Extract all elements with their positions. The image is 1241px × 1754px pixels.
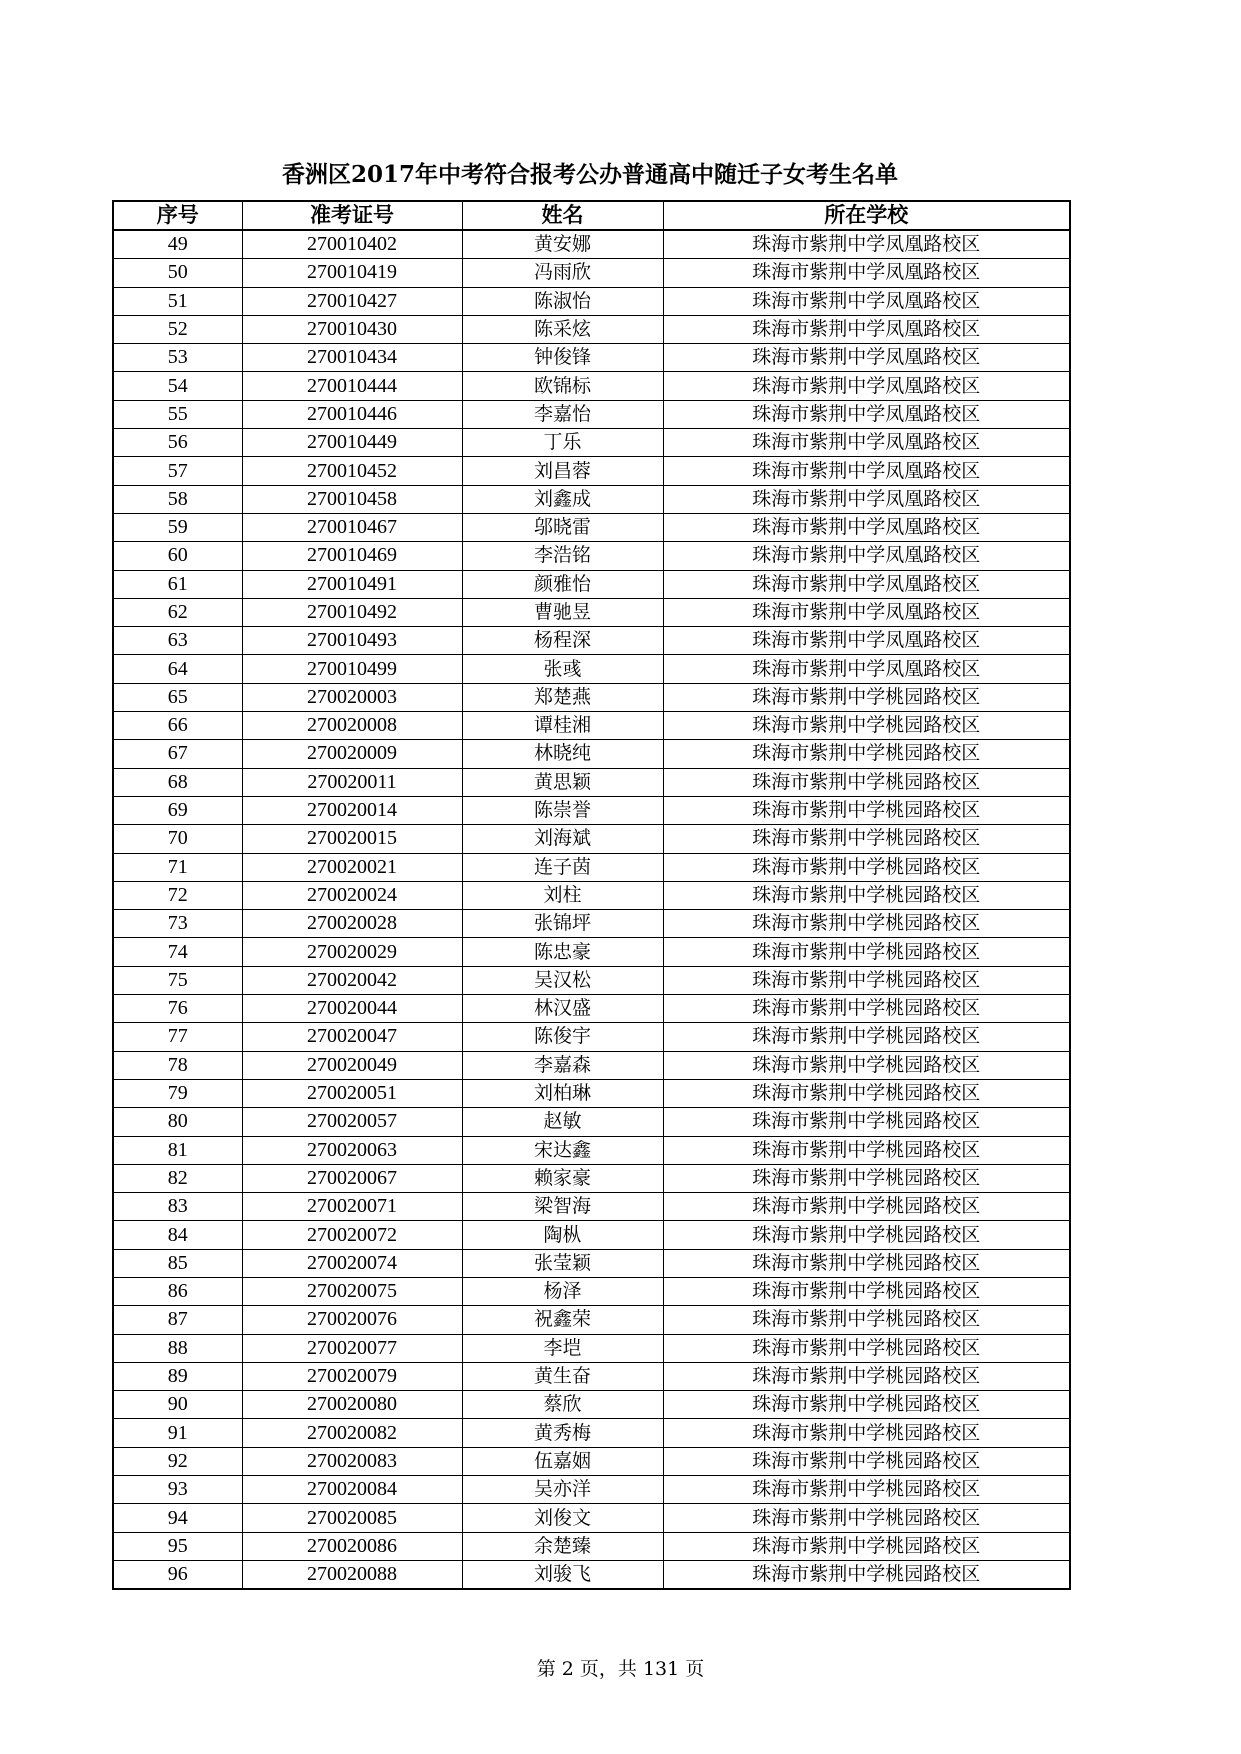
table-row bbox=[113, 1249, 1070, 1277]
cell-school: 珠海市紫荆中学桃园路校区 bbox=[663, 1476, 1070, 1504]
cell-school: 珠海市紫荆中学桃园路校区 bbox=[663, 1023, 1070, 1051]
cell-exam-id: 270010419 bbox=[242, 259, 462, 287]
cell-school: 珠海市紫荆中学桃园路校区 bbox=[663, 1193, 1070, 1221]
table-row bbox=[113, 344, 1070, 372]
cell-school: 珠海市紫荆中学桃园路校区 bbox=[663, 1221, 1070, 1249]
cell-seq: 75 bbox=[113, 966, 242, 994]
cell-name: 刘昌蓉 bbox=[462, 457, 663, 485]
cell-name: 黄生奋 bbox=[462, 1362, 663, 1390]
cell-school: 珠海市紫荆中学桃园路校区 bbox=[663, 1334, 1070, 1362]
table-row bbox=[113, 1560, 1070, 1589]
cell-seq: 77 bbox=[113, 1023, 242, 1051]
cell-school: 珠海市紫荆中学桃园路校区 bbox=[663, 683, 1070, 711]
cell-school: 珠海市紫荆中学桃园路校区 bbox=[663, 1079, 1070, 1107]
table-header bbox=[113, 201, 1070, 230]
cell-name: 冯雨欣 bbox=[462, 259, 663, 287]
cell-exam-id: 270010469 bbox=[242, 542, 462, 570]
cell-school: 珠海市紫荆中学凤凰路校区 bbox=[663, 627, 1070, 655]
cell-name: 郑楚燕 bbox=[462, 683, 663, 711]
cell-name: 李嘉怡 bbox=[462, 400, 663, 428]
cell-exam-id: 270020009 bbox=[242, 740, 462, 768]
cell-exam-id: 270020083 bbox=[242, 1447, 462, 1475]
table-row bbox=[113, 1306, 1070, 1334]
table-row bbox=[113, 712, 1070, 740]
cell-exam-id: 270010434 bbox=[242, 344, 462, 372]
cell-name: 丁乐 bbox=[462, 429, 663, 457]
cell-name: 张彧 bbox=[462, 655, 663, 683]
cell-school: 珠海市紫荆中学桃园路校区 bbox=[663, 853, 1070, 881]
cell-name: 曹驰昱 bbox=[462, 598, 663, 626]
cell-name: 赵敏 bbox=[462, 1108, 663, 1136]
student-roster-table bbox=[112, 200, 1071, 1590]
cell-exam-id: 270020011 bbox=[242, 768, 462, 796]
cell-seq: 86 bbox=[113, 1277, 242, 1305]
cell-school: 珠海市紫荆中学凤凰路校区 bbox=[663, 655, 1070, 683]
cell-exam-id: 270020029 bbox=[242, 938, 462, 966]
table-row bbox=[113, 315, 1070, 343]
cell-name: 林晓纯 bbox=[462, 740, 663, 768]
cell-seq: 83 bbox=[113, 1193, 242, 1221]
cell-school: 珠海市紫荆中学桃园路校区 bbox=[663, 1306, 1070, 1334]
cell-name: 杨程深 bbox=[462, 627, 663, 655]
cell-exam-id: 270020042 bbox=[242, 966, 462, 994]
table-row bbox=[113, 853, 1070, 881]
cell-seq: 57 bbox=[113, 457, 242, 485]
table-row bbox=[113, 598, 1070, 626]
cell-seq: 81 bbox=[113, 1136, 242, 1164]
cell-exam-id: 270020028 bbox=[242, 910, 462, 938]
cell-name: 张锦坪 bbox=[462, 910, 663, 938]
cell-seq: 56 bbox=[113, 429, 242, 457]
column-header-seq: 序号 bbox=[113, 201, 242, 230]
table-row bbox=[113, 1023, 1070, 1051]
cell-exam-id: 270010493 bbox=[242, 627, 462, 655]
cell-name: 吴汉松 bbox=[462, 966, 663, 994]
cell-exam-id: 270020074 bbox=[242, 1249, 462, 1277]
cell-seq: 88 bbox=[113, 1334, 242, 1362]
cell-name: 陈忠豪 bbox=[462, 938, 663, 966]
cell-seq: 59 bbox=[113, 513, 242, 541]
cell-school: 珠海市紫荆中学凤凰路校区 bbox=[663, 400, 1070, 428]
cell-exam-id: 270020077 bbox=[242, 1334, 462, 1362]
cell-exam-id: 270020003 bbox=[242, 683, 462, 711]
cell-name: 陈崇誉 bbox=[462, 796, 663, 824]
cell-name: 李垲 bbox=[462, 1334, 663, 1362]
table-row bbox=[113, 570, 1070, 598]
cell-school: 珠海市紫荆中学凤凰路校区 bbox=[663, 315, 1070, 343]
cell-seq: 91 bbox=[113, 1419, 242, 1447]
table-row bbox=[113, 457, 1070, 485]
cell-school: 珠海市紫荆中学凤凰路校区 bbox=[663, 259, 1070, 287]
cell-exam-id: 270020063 bbox=[242, 1136, 462, 1164]
cell-exam-id: 270020071 bbox=[242, 1193, 462, 1221]
cell-exam-id: 270010492 bbox=[242, 598, 462, 626]
cell-name: 邬晓雷 bbox=[462, 513, 663, 541]
table-row bbox=[113, 1051, 1070, 1079]
cell-exam-id: 270020067 bbox=[242, 1164, 462, 1192]
cell-name: 祝鑫荣 bbox=[462, 1306, 663, 1334]
cell-exam-id: 270010444 bbox=[242, 372, 462, 400]
cell-seq: 51 bbox=[113, 287, 242, 315]
cell-exam-id: 270020024 bbox=[242, 881, 462, 909]
table-row bbox=[113, 230, 1070, 259]
cell-seq: 82 bbox=[113, 1164, 242, 1192]
table-row bbox=[113, 1391, 1070, 1419]
cell-exam-id: 270020044 bbox=[242, 995, 462, 1023]
cell-seq: 80 bbox=[113, 1108, 242, 1136]
table-row bbox=[113, 542, 1070, 570]
cell-school: 珠海市紫荆中学桃园路校区 bbox=[663, 740, 1070, 768]
cell-seq: 85 bbox=[113, 1249, 242, 1277]
cell-school: 珠海市紫荆中学凤凰路校区 bbox=[663, 287, 1070, 315]
table-row bbox=[113, 513, 1070, 541]
table-row bbox=[113, 740, 1070, 768]
cell-name: 谭桂湘 bbox=[462, 712, 663, 740]
cell-name: 连子茵 bbox=[462, 853, 663, 881]
cell-seq: 93 bbox=[113, 1476, 242, 1504]
cell-school: 珠海市紫荆中学桃园路校区 bbox=[663, 938, 1070, 966]
cell-exam-id: 270020088 bbox=[242, 1560, 462, 1589]
cell-seq: 65 bbox=[113, 683, 242, 711]
cell-name: 刘俊文 bbox=[462, 1504, 663, 1532]
header-row bbox=[113, 201, 1070, 230]
cell-school: 珠海市紫荆中学凤凰路校区 bbox=[663, 230, 1070, 259]
cell-seq: 67 bbox=[113, 740, 242, 768]
table-row bbox=[113, 966, 1070, 994]
cell-school: 珠海市紫荆中学桃园路校区 bbox=[663, 1447, 1070, 1475]
cell-name: 张莹颖 bbox=[462, 1249, 663, 1277]
cell-seq: 58 bbox=[113, 485, 242, 513]
cell-name: 陈采炫 bbox=[462, 315, 663, 343]
cell-seq: 62 bbox=[113, 598, 242, 626]
cell-school: 珠海市紫荆中学桃园路校区 bbox=[663, 995, 1070, 1023]
cell-name: 吴亦洋 bbox=[462, 1476, 663, 1504]
cell-school: 珠海市紫荆中学凤凰路校区 bbox=[663, 513, 1070, 541]
cell-name: 蔡欣 bbox=[462, 1391, 663, 1419]
table-row bbox=[113, 1476, 1070, 1504]
cell-school: 珠海市紫荆中学桃园路校区 bbox=[663, 796, 1070, 824]
cell-name: 李浩铭 bbox=[462, 542, 663, 570]
table-row bbox=[113, 287, 1070, 315]
cell-school: 珠海市紫荆中学桃园路校区 bbox=[663, 966, 1070, 994]
cell-exam-id: 270020075 bbox=[242, 1277, 462, 1305]
column-header-exam-id: 准考证号 bbox=[242, 201, 462, 230]
table-row bbox=[113, 1419, 1070, 1447]
cell-seq: 71 bbox=[113, 853, 242, 881]
cell-exam-id: 270020085 bbox=[242, 1504, 462, 1532]
cell-school: 珠海市紫荆中学凤凰路校区 bbox=[663, 542, 1070, 570]
table-row bbox=[113, 1193, 1070, 1221]
cell-seq: 96 bbox=[113, 1560, 242, 1589]
cell-exam-id: 270020079 bbox=[242, 1362, 462, 1390]
cell-name: 黄思颖 bbox=[462, 768, 663, 796]
table-row bbox=[113, 429, 1070, 457]
cell-seq: 78 bbox=[113, 1051, 242, 1079]
cell-exam-id: 270020051 bbox=[242, 1079, 462, 1107]
table-row bbox=[113, 1504, 1070, 1532]
table-row bbox=[113, 938, 1070, 966]
table-row bbox=[113, 683, 1070, 711]
cell-seq: 79 bbox=[113, 1079, 242, 1107]
cell-seq: 87 bbox=[113, 1306, 242, 1334]
cell-exam-id: 270010491 bbox=[242, 570, 462, 598]
cell-name: 钟俊锋 bbox=[462, 344, 663, 372]
cell-name: 刘柏琳 bbox=[462, 1079, 663, 1107]
cell-name: 赖家豪 bbox=[462, 1164, 663, 1192]
cell-exam-id: 270020057 bbox=[242, 1108, 462, 1136]
cell-seq: 92 bbox=[113, 1447, 242, 1475]
cell-exam-id: 270010427 bbox=[242, 287, 462, 315]
cell-name: 余楚臻 bbox=[462, 1532, 663, 1560]
table-row bbox=[113, 796, 1070, 824]
cell-name: 宋达鑫 bbox=[462, 1136, 663, 1164]
cell-school: 珠海市紫荆中学凤凰路校区 bbox=[663, 372, 1070, 400]
cell-name: 陈俊宇 bbox=[462, 1023, 663, 1051]
cell-school: 珠海市紫荆中学桃园路校区 bbox=[663, 1532, 1070, 1560]
table-row bbox=[113, 259, 1070, 287]
cell-school: 珠海市紫荆中学桃园路校区 bbox=[663, 1277, 1070, 1305]
table-row bbox=[113, 1221, 1070, 1249]
cell-seq: 54 bbox=[113, 372, 242, 400]
cell-seq: 95 bbox=[113, 1532, 242, 1560]
cell-school: 珠海市紫荆中学桃园路校区 bbox=[663, 825, 1070, 853]
cell-seq: 68 bbox=[113, 768, 242, 796]
table-row bbox=[113, 910, 1070, 938]
cell-school: 珠海市紫荆中学桃园路校区 bbox=[663, 1560, 1070, 1589]
cell-seq: 84 bbox=[113, 1221, 242, 1249]
cell-seq: 89 bbox=[113, 1362, 242, 1390]
cell-name: 梁智海 bbox=[462, 1193, 663, 1221]
table-row bbox=[113, 768, 1070, 796]
cell-seq: 69 bbox=[113, 796, 242, 824]
cell-exam-id: 270020080 bbox=[242, 1391, 462, 1419]
cell-school: 珠海市紫荆中学桃园路校区 bbox=[663, 712, 1070, 740]
cell-name: 刘骏飞 bbox=[462, 1560, 663, 1589]
cell-seq: 73 bbox=[113, 910, 242, 938]
cell-seq: 63 bbox=[113, 627, 242, 655]
cell-exam-id: 270020086 bbox=[242, 1532, 462, 1560]
cell-school: 珠海市紫荆中学桃园路校区 bbox=[663, 1136, 1070, 1164]
table-row bbox=[113, 372, 1070, 400]
cell-school: 珠海市紫荆中学凤凰路校区 bbox=[663, 570, 1070, 598]
cell-exam-id: 270010449 bbox=[242, 429, 462, 457]
cell-school: 珠海市紫荆中学桃园路校区 bbox=[663, 881, 1070, 909]
cell-seq: 70 bbox=[113, 825, 242, 853]
table-row bbox=[113, 1108, 1070, 1136]
cell-seq: 50 bbox=[113, 259, 242, 287]
cell-name: 欧锦标 bbox=[462, 372, 663, 400]
cell-school: 珠海市紫荆中学凤凰路校区 bbox=[663, 344, 1070, 372]
cell-seq: 61 bbox=[113, 570, 242, 598]
cell-exam-id: 270010467 bbox=[242, 513, 462, 541]
column-header-name: 姓名 bbox=[462, 201, 663, 230]
cell-name: 林汉盛 bbox=[462, 995, 663, 1023]
cell-exam-id: 270010452 bbox=[242, 457, 462, 485]
cell-school: 珠海市紫荆中学桃园路校区 bbox=[663, 1164, 1070, 1192]
cell-seq: 64 bbox=[113, 655, 242, 683]
cell-school: 珠海市紫荆中学凤凰路校区 bbox=[663, 429, 1070, 457]
cell-seq: 90 bbox=[113, 1391, 242, 1419]
cell-exam-id: 270020014 bbox=[242, 796, 462, 824]
cell-exam-id: 270020082 bbox=[242, 1419, 462, 1447]
cell-exam-id: 270010499 bbox=[242, 655, 462, 683]
cell-exam-id: 270020021 bbox=[242, 853, 462, 881]
cell-seq: 52 bbox=[113, 315, 242, 343]
table-row bbox=[113, 627, 1070, 655]
table-row bbox=[113, 1164, 1070, 1192]
table-row bbox=[113, 825, 1070, 853]
cell-seq: 66 bbox=[113, 712, 242, 740]
cell-name: 李嘉森 bbox=[462, 1051, 663, 1079]
table-row bbox=[113, 995, 1070, 1023]
cell-school: 珠海市紫荆中学凤凰路校区 bbox=[663, 457, 1070, 485]
cell-seq: 94 bbox=[113, 1504, 242, 1532]
cell-exam-id: 270020015 bbox=[242, 825, 462, 853]
cell-name: 颜雅怡 bbox=[462, 570, 663, 598]
table-row bbox=[113, 1277, 1070, 1305]
cell-school: 珠海市紫荆中学桃园路校区 bbox=[663, 910, 1070, 938]
cell-seq: 76 bbox=[113, 995, 242, 1023]
cell-school: 珠海市紫荆中学桃园路校区 bbox=[663, 768, 1070, 796]
table-row bbox=[113, 400, 1070, 428]
cell-school: 珠海市紫荆中学桃园路校区 bbox=[663, 1419, 1070, 1447]
cell-name: 刘鑫成 bbox=[462, 485, 663, 513]
page-title: 香洲区2017年中考符合报考公办普通高中随迁子女考生名单 bbox=[281, 161, 898, 188]
cell-seq: 74 bbox=[113, 938, 242, 966]
cell-school: 珠海市紫荆中学桃园路校区 bbox=[663, 1391, 1070, 1419]
cell-school: 珠海市紫荆中学桃园路校区 bbox=[663, 1249, 1070, 1277]
cell-school: 珠海市紫荆中学凤凰路校区 bbox=[663, 485, 1070, 513]
table-row bbox=[113, 485, 1070, 513]
cell-seq: 55 bbox=[113, 400, 242, 428]
table-body bbox=[113, 230, 1070, 1589]
cell-name: 陈淑怡 bbox=[462, 287, 663, 315]
cell-exam-id: 270010402 bbox=[242, 230, 462, 259]
table-row bbox=[113, 1079, 1070, 1107]
column-header-school: 所在学校 bbox=[663, 201, 1070, 230]
cell-school: 珠海市紫荆中学桃园路校区 bbox=[663, 1362, 1070, 1390]
table-row bbox=[113, 1136, 1070, 1164]
cell-exam-id: 270010458 bbox=[242, 485, 462, 513]
cell-exam-id: 270020072 bbox=[242, 1221, 462, 1249]
cell-seq: 60 bbox=[113, 542, 242, 570]
cell-exam-id: 270020008 bbox=[242, 712, 462, 740]
table-row bbox=[113, 1532, 1070, 1560]
cell-exam-id: 270010446 bbox=[242, 400, 462, 428]
cell-school: 珠海市紫荆中学凤凰路校区 bbox=[663, 598, 1070, 626]
cell-exam-id: 270020076 bbox=[242, 1306, 462, 1334]
cell-exam-id: 270020047 bbox=[242, 1023, 462, 1051]
cell-school: 珠海市紫荆中学桃园路校区 bbox=[663, 1504, 1070, 1532]
cell-seq: 72 bbox=[113, 881, 242, 909]
table-row bbox=[113, 1362, 1070, 1390]
table-row bbox=[113, 881, 1070, 909]
page-footer: 第 2 页，共 131 页 bbox=[536, 1658, 705, 1680]
table-row bbox=[113, 1447, 1070, 1475]
cell-name: 刘柱 bbox=[462, 881, 663, 909]
cell-name: 杨泽 bbox=[462, 1277, 663, 1305]
cell-school: 珠海市紫荆中学桃园路校区 bbox=[663, 1108, 1070, 1136]
cell-school: 珠海市紫荆中学桃园路校区 bbox=[663, 1051, 1070, 1079]
cell-name: 黄秀梅 bbox=[462, 1419, 663, 1447]
table-row bbox=[113, 1334, 1070, 1362]
cell-seq: 49 bbox=[113, 230, 242, 259]
cell-name: 陶枞 bbox=[462, 1221, 663, 1249]
cell-exam-id: 270010430 bbox=[242, 315, 462, 343]
cell-name: 黄安娜 bbox=[462, 230, 663, 259]
cell-exam-id: 270020084 bbox=[242, 1476, 462, 1504]
cell-name: 伍嘉姻 bbox=[462, 1447, 663, 1475]
cell-name: 刘海斌 bbox=[462, 825, 663, 853]
table-row bbox=[113, 655, 1070, 683]
cell-exam-id: 270020049 bbox=[242, 1051, 462, 1079]
cell-seq: 53 bbox=[113, 344, 242, 372]
